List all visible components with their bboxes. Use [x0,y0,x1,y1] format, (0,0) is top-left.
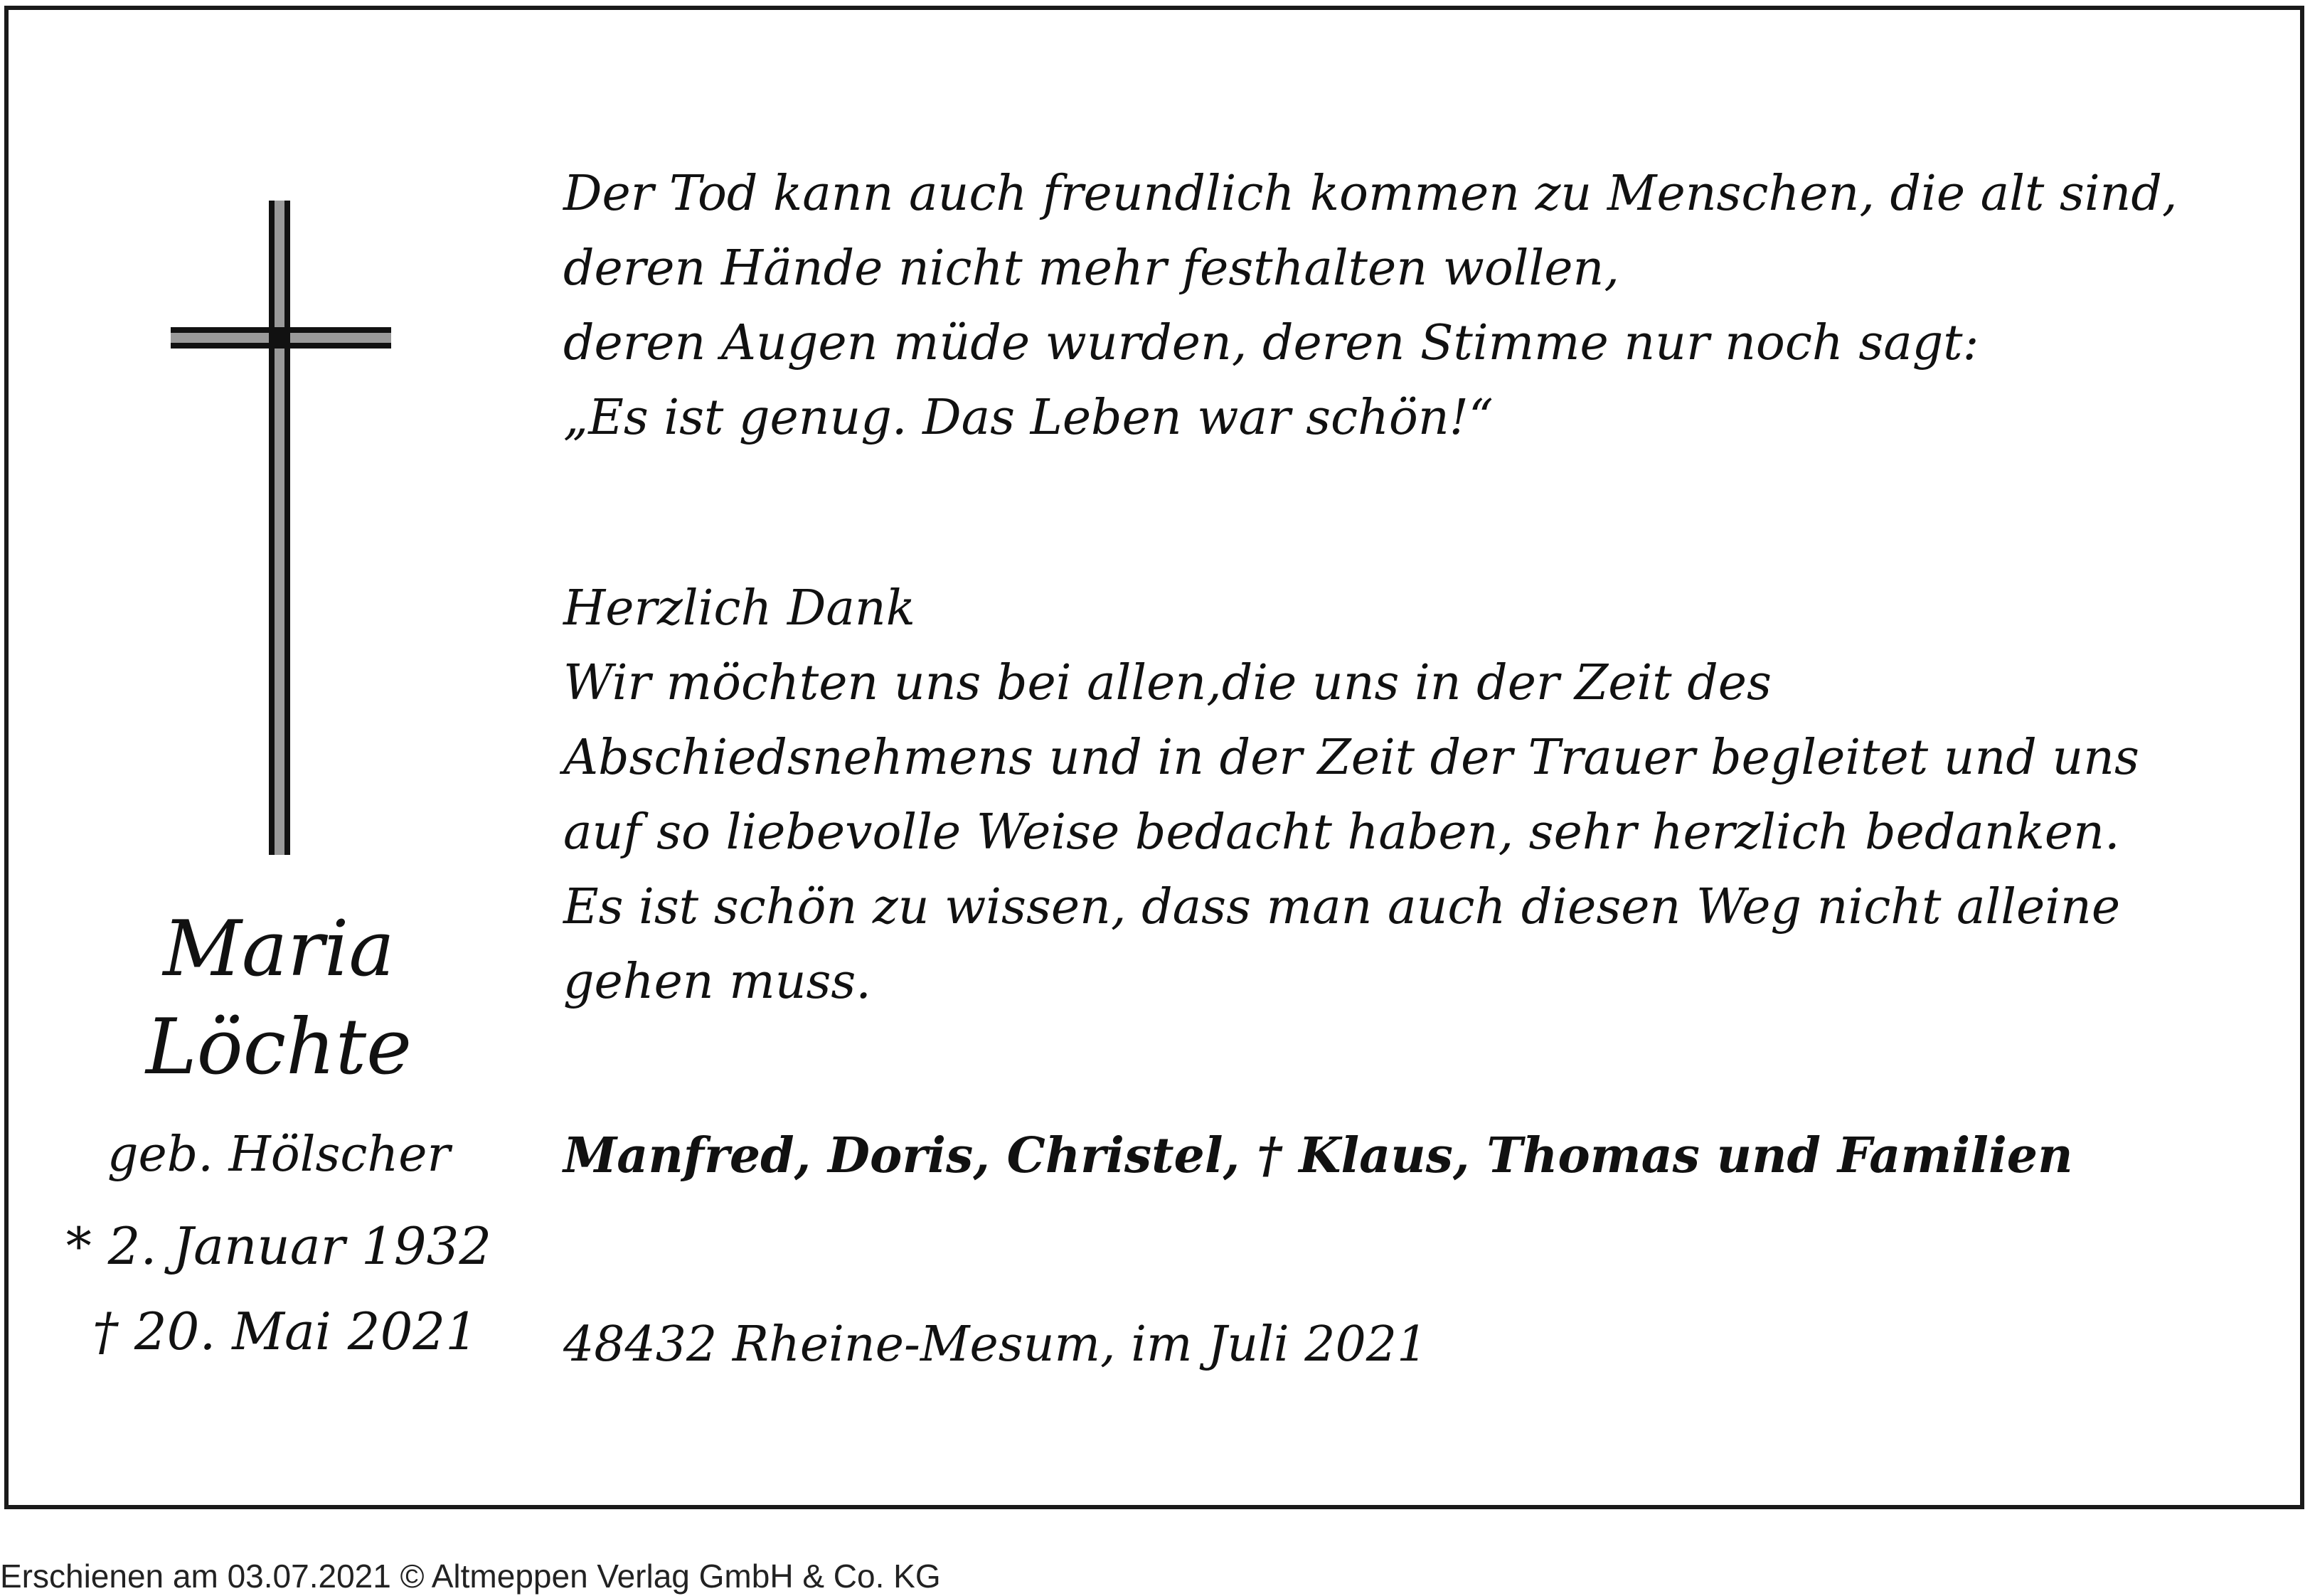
birth-name: geb. Hölscher [107,1127,451,1183]
thanks-line: Wir möchten uns bei allen,die uns in der Zeit des [563,655,1772,711]
death-date: † 20. Mai 2021 [92,1302,479,1361]
thanks-line: auf so liebevolle Weise bedacht haben, sehr herzlich bedanken. [563,804,2120,861]
poem-line: Der Tod kann auch freundlich kommen zu Menschen, die alt sind, [563,166,2178,222]
birth-date: * 2. Januar 1932 [65,1216,492,1276]
poem-line: deren Augen müde wurden, deren Stimme nur noch sagt: [563,315,1979,371]
thanks-line: Abschiedsnehmens und in der Zeit der Trauer begleitet und uns [563,730,2139,786]
place-date: 48432 Rheine-Mesum, im Juli 2021 [563,1316,1428,1373]
poem-line: deren Hände nicht mehr festhalten wollen, [563,240,1619,297]
thanks-heading: Herzlich Dank [563,580,915,637]
thanks-section [563,571,2292,1019]
deceased-details [9,900,549,1374]
thanks-line: Es ist schön zu wissen, dass man auch diesen Weg nicht alleine [563,879,2121,935]
obituary-notice [4,6,2304,1509]
publication-credit: Erschienen am 03.07.2021 © Altmeppen Verlag GmbH & Co. KG [0,1558,941,1595]
cross-icon [171,201,391,855]
poem-line: „Es ist genug. Das Leben war schön!“ [563,390,1494,446]
notice-text [563,156,2292,1382]
poem [563,156,2292,455]
family-signatures: Manfred, Doris, Christel, † Klaus, Thomas und Familien [563,1127,2073,1184]
last-name: Löchte [145,1003,412,1092]
first-name: Maria [163,905,395,994]
thanks-line: gehen muss. [563,954,871,1010]
